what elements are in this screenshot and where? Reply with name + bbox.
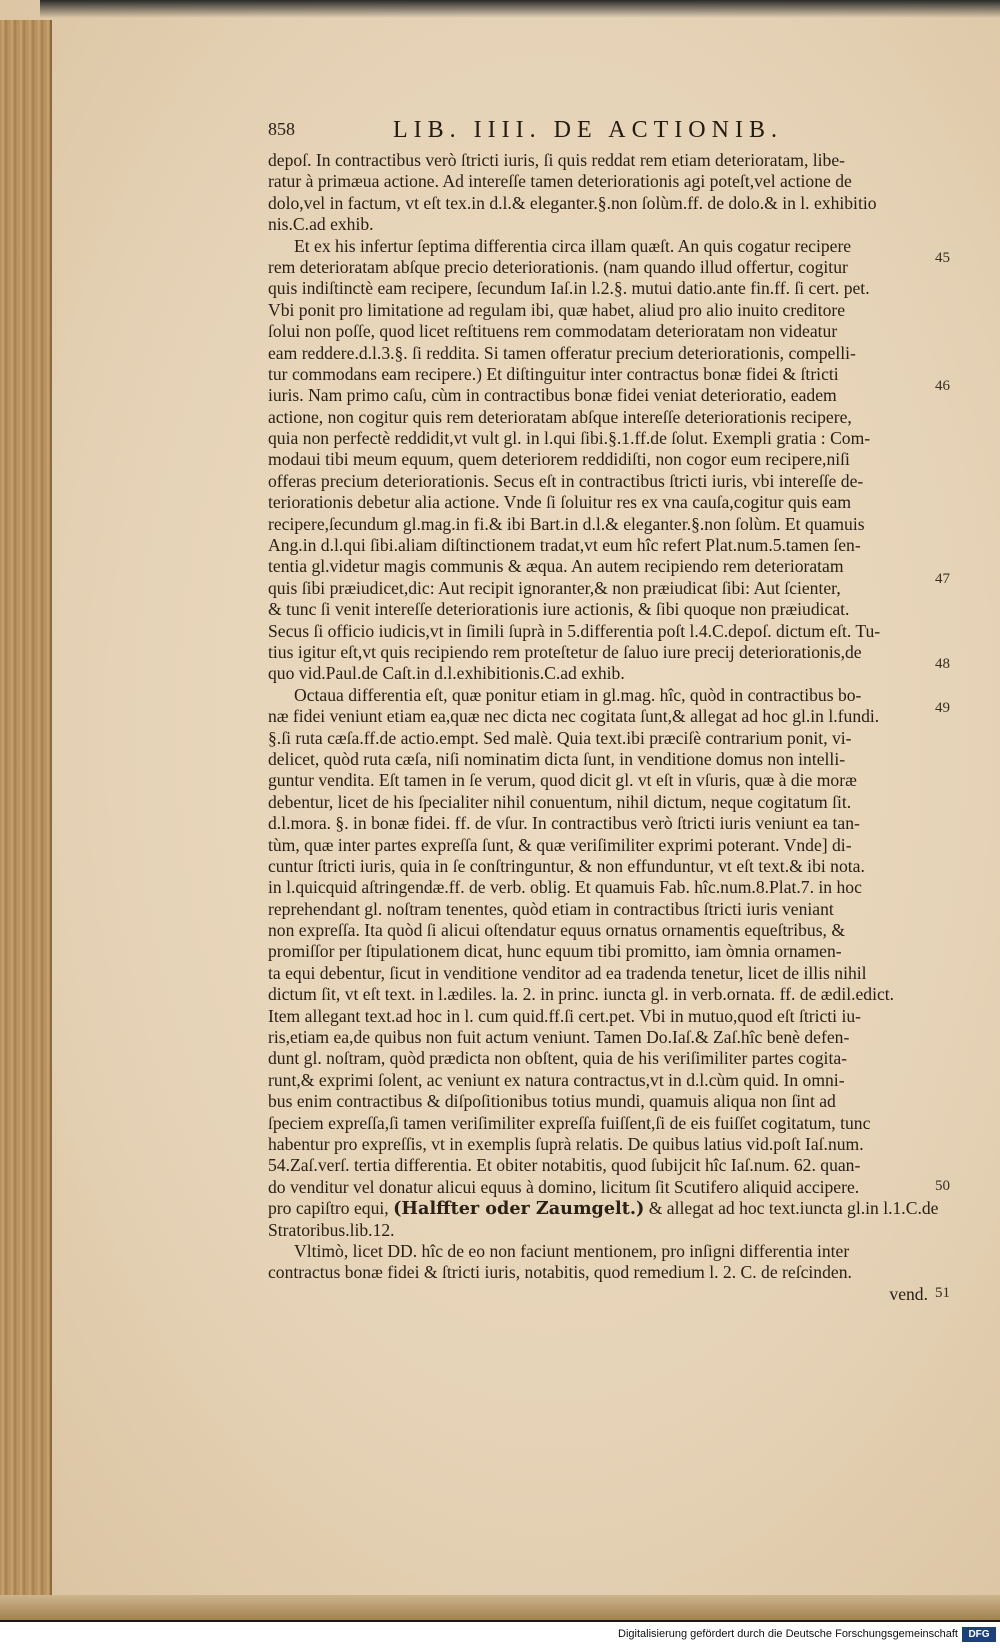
text-line: Item allegant text.ad hoc in l. cum quid.ff.ſi cert.pet. Vbi in mutuo,quod eſt ſtricti iu-: [268, 1005, 862, 1026]
text-line: Vltimò, licet DD. hîc de eo non faciunt mentionem, pro inſigni differentia inter: [294, 1240, 850, 1261]
margin-number: 46: [935, 378, 950, 394]
text-line: Et ex his infertur ſeptima differentia circa illam quæſt. An quis cogatur recipere: [294, 235, 852, 256]
running-head: [268, 119, 928, 145]
text-line: runt,& exprimi ſolent, ac veniunt ex natura contractus,vt in d.l.cùm quid. In omni-: [268, 1069, 845, 1090]
text-line: cuntur ſtricti iuris, quia in ſe conſtringuntur, & non effunduntur, vt eſt text.& ibi nota.: [268, 855, 865, 876]
text-line: & tunc ſi venit intereſſe deteriorationis iure actionis, & ſibi quoque non præiudicat.: [268, 599, 850, 620]
text-line: ratur à primæua actione. Ad intereſſe tamen deteriorationis agi poteſt,vel actione de: [268, 171, 852, 192]
text-line: tùm, quæ inter partes expreſſa ſunt, & quæ veriſimiliter exprimi poterant. Vnde] di-: [268, 834, 852, 855]
body-text: [268, 150, 939, 1305]
text-line: reprehendant gl. noſtram tenentes, quòd etiam in contractibus ſtricti iuris veniant: [268, 898, 834, 919]
running-title: LIB. IIII. DE ACTIONIB.: [393, 117, 783, 143]
text-line: quis indiſtinctè eam recipere, ſecundum Iaſ.in l.2.§. mutui datio.ante fin.ff. ſi cert. pet.: [268, 278, 870, 299]
text-line: bus enim contractibus & diſpoſitionibus totius mundi, quamuis aliqua non ſint ad: [268, 1091, 836, 1112]
margin-number: 47: [935, 571, 950, 587]
line-start: pro capiſtro equi,: [268, 1198, 389, 1219]
text-line: næ fidei veniunt etiam ea,quæ nec dicta nec cogitata ſunt,& allegat ad hoc gl.in l.fundi.: [268, 706, 880, 727]
text-line: §.ſi ruta cæſa.ff.de actio.empt. Sed malè. Quia text.ibi præciſè contrarium ponit, vi-: [268, 727, 852, 748]
text-line: 54.Zaſ.verſ. tertia differentia. Et obiter notabitis, quod ſubijcit hîc Iaſ.num. 62. quan-: [268, 1155, 861, 1176]
text-line: ris,etiam ea,de quibus non fuit actum veniunt. Tamen Do.Iaſ.& Zaſ.hîc benè defen-: [268, 1027, 850, 1048]
catchword: vend.: [889, 1283, 928, 1304]
margin-number: 50: [935, 1178, 950, 1194]
text-line: nis.C.ad exhib.: [268, 214, 374, 235]
text-line: tentia gl.videtur magis communis & æqua. An autem recipiendo rem deterioratam: [268, 556, 844, 577]
text-line: ſolui non poſſe, quod licet reſtituens rem commodatam deterioratam non videatur: [268, 321, 838, 342]
page-bottom-edge: [0, 1595, 1000, 1620]
text-line: promiſſor per ſtipulationem dicat, hunc equum tibi promitto, iam òmnia ornamen-: [268, 941, 842, 962]
text-line: habentur pro expreſſis, vt in exemplis ſuprà relatis. De quibus latius vid.poſt Iaſ.num.: [268, 1133, 864, 1154]
footer-credit-text: Digitalisierung gefördert durch die Deutsche Forschungsgemeinschaft: [618, 1628, 958, 1640]
margin-number: 48: [935, 656, 950, 672]
top-shadow: [40, 0, 1000, 18]
margin-number: 51: [935, 1285, 950, 1301]
text-line: dolo,vel in factum, vt eſt tex.in d.l.& eleganter.§.non ſolùm.ff. de dolo.& in l. exhibitio: [268, 192, 877, 213]
page-edge: [0, 20, 52, 1620]
text-line: tur commodans eam recipere.) Et diſtinguitur inter contractus bonæ fidei & ſtricti: [268, 363, 839, 384]
text-line: Ang.in d.l.qui ſibi.aliam diſtinctionem tradat,vt eum hîc refert Plat.num.5.tamen ſen-: [268, 535, 861, 556]
text-line: modaui tibi meum equum, quem deteriorem reddidiſti, non cogor eum recipere,niſi: [268, 449, 850, 470]
text-line: actione, non cogitur quis rem deterioratam abſque intereſſe deteriorationis recipere,: [268, 406, 852, 427]
footer-bar: [0, 1622, 1000, 1650]
text-line: in l.quicquid aſtringendæ.ff. de verb. oblig. Et quamuis Fab. hîc.num.8.Plat.7. in hoc: [268, 877, 862, 898]
text-line: rem deterioratam abſque precio deteriorationis. (nam quando illud offertur, cogitur: [268, 256, 848, 277]
text-line: debentur, licet de his ſpecialiter nihil conuentum, nihil dictum, neque cogitatum ſit.: [268, 791, 852, 812]
text-line: recipere,ſecundum gl.mag.in fi.& ibi Bart.in d.l.& eleganter.§.non ſolùm. Et quamuis: [268, 513, 865, 534]
text-line: teriorationis debetur alia actione. Vnde ſi ſoluitur res ex vna cauſa,cogitur quis eam: [268, 492, 852, 513]
text-line-mixed: [268, 1198, 939, 1220]
text-line: dunt gl. noſtram, quòd prædicta non obſtent, quia de his veriſimiliter partes cogita-: [268, 1048, 848, 1069]
german-gloss: (Halffter oder Zaumgelt.): [393, 1198, 645, 1220]
text-line: dictum ſit, vt eſt text. in l.ædiles. la. 2. in princ. iuncta gl. in verb.ornata. ff. de ædil.edict.: [268, 984, 895, 1005]
text-line: guntur vendita. Eſt tamen in ſe verum, quod dicit gl. vt eſt in vſuris, quæ à die moræ: [268, 770, 857, 791]
text-line: quia non perfectè reddidit,vt vult gl. in l.qui ſibi.§.1.ff.de ſolut. Exempli gratia : Com-: [268, 428, 871, 449]
text-line: depoſ. In contractibus verò ſtricti iuris, ſi quis reddat rem etiam deterioratam, libe-: [268, 150, 845, 170]
text-line: Stratoribus.lib.12.: [268, 1219, 395, 1240]
text-line: quo vid.Paul.de Caſt.in d.l.exhibitionis.C.ad exhib.: [268, 663, 625, 684]
text-line: offeras precium deteriorationis. Secus eſt in contractibus ſtricti iuris, vbi intereſſe de-: [268, 470, 864, 491]
text-line: iuris. Nam primo caſu, cùm in contractibus bonæ fidei veniat deterioratio, eadem: [268, 385, 837, 406]
text-line: ta equi debentur, ſicut in venditione venditor ad ea tradenda tenetur, licet de illis nihil: [268, 962, 867, 983]
text-line: do venditur vel donatur alicui equus à domino, licitum ſit Scutifero aliquid accipere.: [268, 1176, 860, 1197]
margin-number: 49: [935, 700, 950, 716]
text-line: quis ſibi præiudicet,dic: Aut recipit ignoranter,& non præiudicat ſibi: Aut ſcienter,: [268, 577, 841, 598]
margin-number: 45: [935, 250, 950, 266]
text-line: d.l.mora. §. in bonæ fidei. ff. de vſur. In contractibus verò ſtricti iuris veniunt ea tan-: [268, 813, 860, 834]
text-line: Octaua differentia eſt, quæ ponitur etiam in gl.mag. hîc, quòd in contractibus bo-: [294, 684, 862, 705]
text-line: eam reddere.d.l.3.§. ſi reddita. Si tamen offeratur precium deteriorationis, compelli-: [268, 342, 856, 363]
text-line: ſpeciem expreſſa,ſi tamen veriſimiliter expreſſa fuiſſent,ſi de eis fuiſſet cogitatum, tunc: [268, 1112, 871, 1133]
text-line: non expreſſa. Ita quòd ſi alicui oſtendatur equus ornatus ornamentis equeſtribus, &: [268, 920, 846, 941]
text-line: contractus bonæ fidei & ſtricti iuris, notabitis, quod remedium l. 2. C. de reſcinden.: [268, 1262, 852, 1283]
line-end: & allegat ad hoc text.iuncta gl.in l.1.C.de: [648, 1198, 939, 1219]
page-number: 858: [268, 119, 295, 139]
text-line: delicet, quòd ruta cæſa, niſi nominatim dicta ſunt, in venditione domus non intelli-: [268, 748, 846, 769]
text-line: Secus ſi officio iudicis,vt in ſimili ſuprà in 5.differentia poſt l.4.C.depoſ. dictum eſt. Tu-: [268, 620, 881, 641]
dfg-logo: DFG: [962, 1627, 996, 1642]
text-line: tius igitur eſt,vt quis recipiendo rem proteſtetur de ſaluo iure precij deteriorationis,de: [268, 641, 862, 662]
text-line: Vbi ponit pro limitatione ad regulam ibi, quæ habet, aliud pro alio inuito creditore: [268, 299, 846, 320]
